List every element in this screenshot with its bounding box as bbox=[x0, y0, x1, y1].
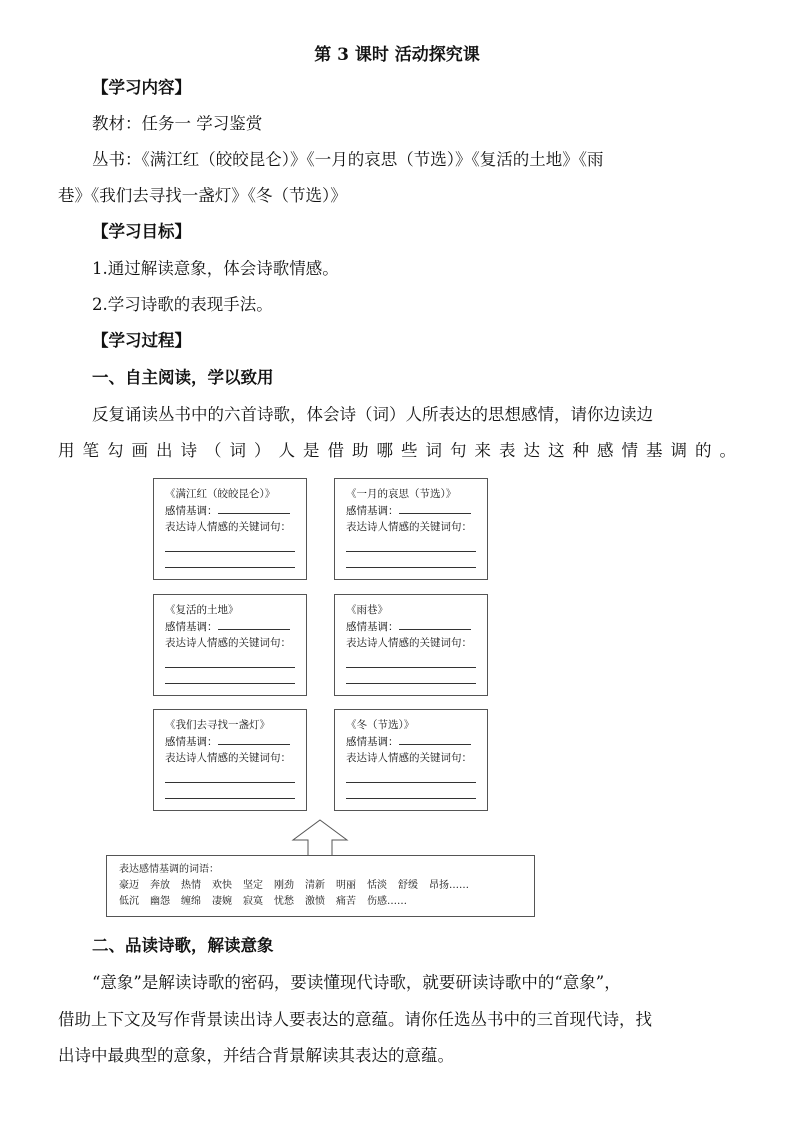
up-arrow-icon bbox=[290, 818, 350, 858]
tone-word: 清新 bbox=[305, 880, 325, 891]
goal-1: 1.通过解读意象，体会诗歌情感。 bbox=[92, 259, 339, 278]
part2-paragraph-line3: 出诗中最典型的意象，并结合背景解读其表达的意蕴。 bbox=[58, 1046, 454, 1065]
part2-heading: 二、品读诗歌，解读意象 bbox=[92, 936, 274, 955]
tone-label: 感情基调： bbox=[346, 505, 399, 517]
tone-words-box bbox=[106, 855, 535, 917]
tone-word: 寂寞 bbox=[243, 896, 263, 907]
goal-2: 2.学习诗歌的表现手法。 bbox=[92, 295, 273, 314]
tone-word: 低沉 bbox=[119, 896, 139, 907]
tone-word: 豪迈 bbox=[119, 880, 139, 891]
keywords-label: 表达诗人情感的关键词句： bbox=[346, 637, 472, 649]
tone-word: 明丽 bbox=[336, 880, 356, 891]
tone-word: 伤感…… bbox=[367, 896, 407, 907]
tone-word: 痛苦 bbox=[336, 896, 356, 907]
answer-line[interactable] bbox=[165, 683, 295, 684]
tone-label: 感情基调： bbox=[346, 736, 399, 748]
poem-card bbox=[334, 478, 488, 580]
tone-label: 感情基调： bbox=[346, 621, 399, 633]
keywords-label: 表达诗人情感的关键词句： bbox=[346, 521, 472, 533]
part1-paragraph-line2: 用笔勾画出诗（词）人是借助哪些词句来表达这种感情基调的。 bbox=[58, 441, 736, 460]
tone-label: 感情基调： bbox=[165, 505, 218, 517]
tone-blank[interactable] bbox=[399, 733, 471, 745]
keywords-label: 表达诗人情感的关键词句： bbox=[165, 752, 291, 764]
poem-card bbox=[334, 709, 488, 811]
answer-line[interactable] bbox=[346, 683, 476, 684]
part1-paragraph-line1: 反复诵读丛书中的六首诗歌，体会诗（词）人所表达的思想感情，请你边读边 bbox=[92, 405, 653, 424]
answer-line[interactable] bbox=[165, 551, 295, 552]
part1-heading: 一、自主阅读，学以致用 bbox=[92, 368, 274, 387]
tone-word: 欢快 bbox=[212, 880, 232, 891]
keywords-label: 表达诗人情感的关键词句： bbox=[165, 521, 291, 533]
tone-blank[interactable] bbox=[218, 618, 290, 630]
poem-title: 《满江红（皎皎昆仑）》 bbox=[165, 488, 276, 500]
tone-blank[interactable] bbox=[399, 618, 471, 630]
answer-line[interactable] bbox=[346, 667, 476, 668]
answer-line[interactable] bbox=[346, 798, 476, 799]
poem-card bbox=[153, 478, 307, 580]
books-line-2: 巷》《我们去寻找一盏灯》《冬（节选）》 bbox=[58, 186, 347, 205]
answer-line[interactable] bbox=[165, 798, 295, 799]
poem-title: 《我们去寻找一盏灯》 bbox=[165, 719, 270, 731]
tone-blank[interactable] bbox=[399, 502, 471, 514]
tone-word: 奔放 bbox=[150, 880, 170, 891]
answer-line[interactable] bbox=[165, 782, 295, 783]
poem-card bbox=[334, 594, 488, 696]
tone-word: 激愤 bbox=[305, 896, 325, 907]
answer-line[interactable] bbox=[346, 567, 476, 568]
part2-paragraph-line1: “意象”是解读诗歌的密码，要读懂现代诗歌，就要研读诗歌中的“意象”， bbox=[92, 973, 621, 992]
page-title: 第 3 课时 活动探究课 bbox=[314, 45, 480, 65]
textbook-line: 教材：任务一 学习鉴赏 bbox=[92, 114, 263, 133]
poem-title: 《冬（节选）》 bbox=[346, 719, 415, 731]
answer-line[interactable] bbox=[346, 551, 476, 552]
tone-word: 缠绵 bbox=[181, 896, 201, 907]
section-heading-goals: 【学习目标】 bbox=[92, 222, 191, 241]
tone-word: 忧愁 bbox=[274, 896, 294, 907]
tone-word: 恬淡 bbox=[367, 880, 387, 891]
tone-word: 坚定 bbox=[243, 880, 263, 891]
tone-label: 感情基调： bbox=[165, 736, 218, 748]
tone-words-row-1 bbox=[119, 878, 534, 894]
tone-word: 热情 bbox=[181, 880, 201, 891]
part2-paragraph-line2: 借助上下文及写作背景读出诗人要表达的意蕴。请你任选丛书中的三首现代诗，找 bbox=[58, 1010, 652, 1029]
tone-word: 凄婉 bbox=[212, 896, 232, 907]
poem-title: 《一月的哀思（节选）》 bbox=[346, 488, 457, 500]
tone-blank[interactable] bbox=[218, 733, 290, 745]
tone-word: 刚劲 bbox=[274, 880, 294, 891]
keywords-label: 表达诗人情感的关键词句： bbox=[346, 752, 472, 764]
tone-word: 舒缓 bbox=[398, 880, 418, 891]
answer-line[interactable] bbox=[346, 782, 476, 783]
poem-title: 《雨巷》 bbox=[346, 604, 388, 616]
tone-word: 幽怨 bbox=[150, 896, 170, 907]
tone-words-header: 表达感情基调的词语： bbox=[119, 864, 219, 875]
poem-card bbox=[153, 594, 307, 696]
answer-line[interactable] bbox=[165, 667, 295, 668]
tone-words-row-2 bbox=[119, 894, 534, 910]
section-heading-content: 【学习内容】 bbox=[92, 78, 191, 97]
section-heading-process: 【学习过程】 bbox=[92, 331, 191, 350]
tone-word: 昂扬…… bbox=[429, 880, 469, 891]
poem-card bbox=[153, 709, 307, 811]
poem-title: 《复活的土地》 bbox=[165, 604, 239, 616]
tone-blank[interactable] bbox=[218, 502, 290, 514]
tone-label: 感情基调： bbox=[165, 621, 218, 633]
keywords-label: 表达诗人情感的关键词句： bbox=[165, 637, 291, 649]
books-line-1: 丛书：《满江红（皎皎昆仑）》《一月的哀思（节选）》《复活的土地》《雨 bbox=[92, 150, 604, 169]
answer-line[interactable] bbox=[165, 567, 295, 568]
